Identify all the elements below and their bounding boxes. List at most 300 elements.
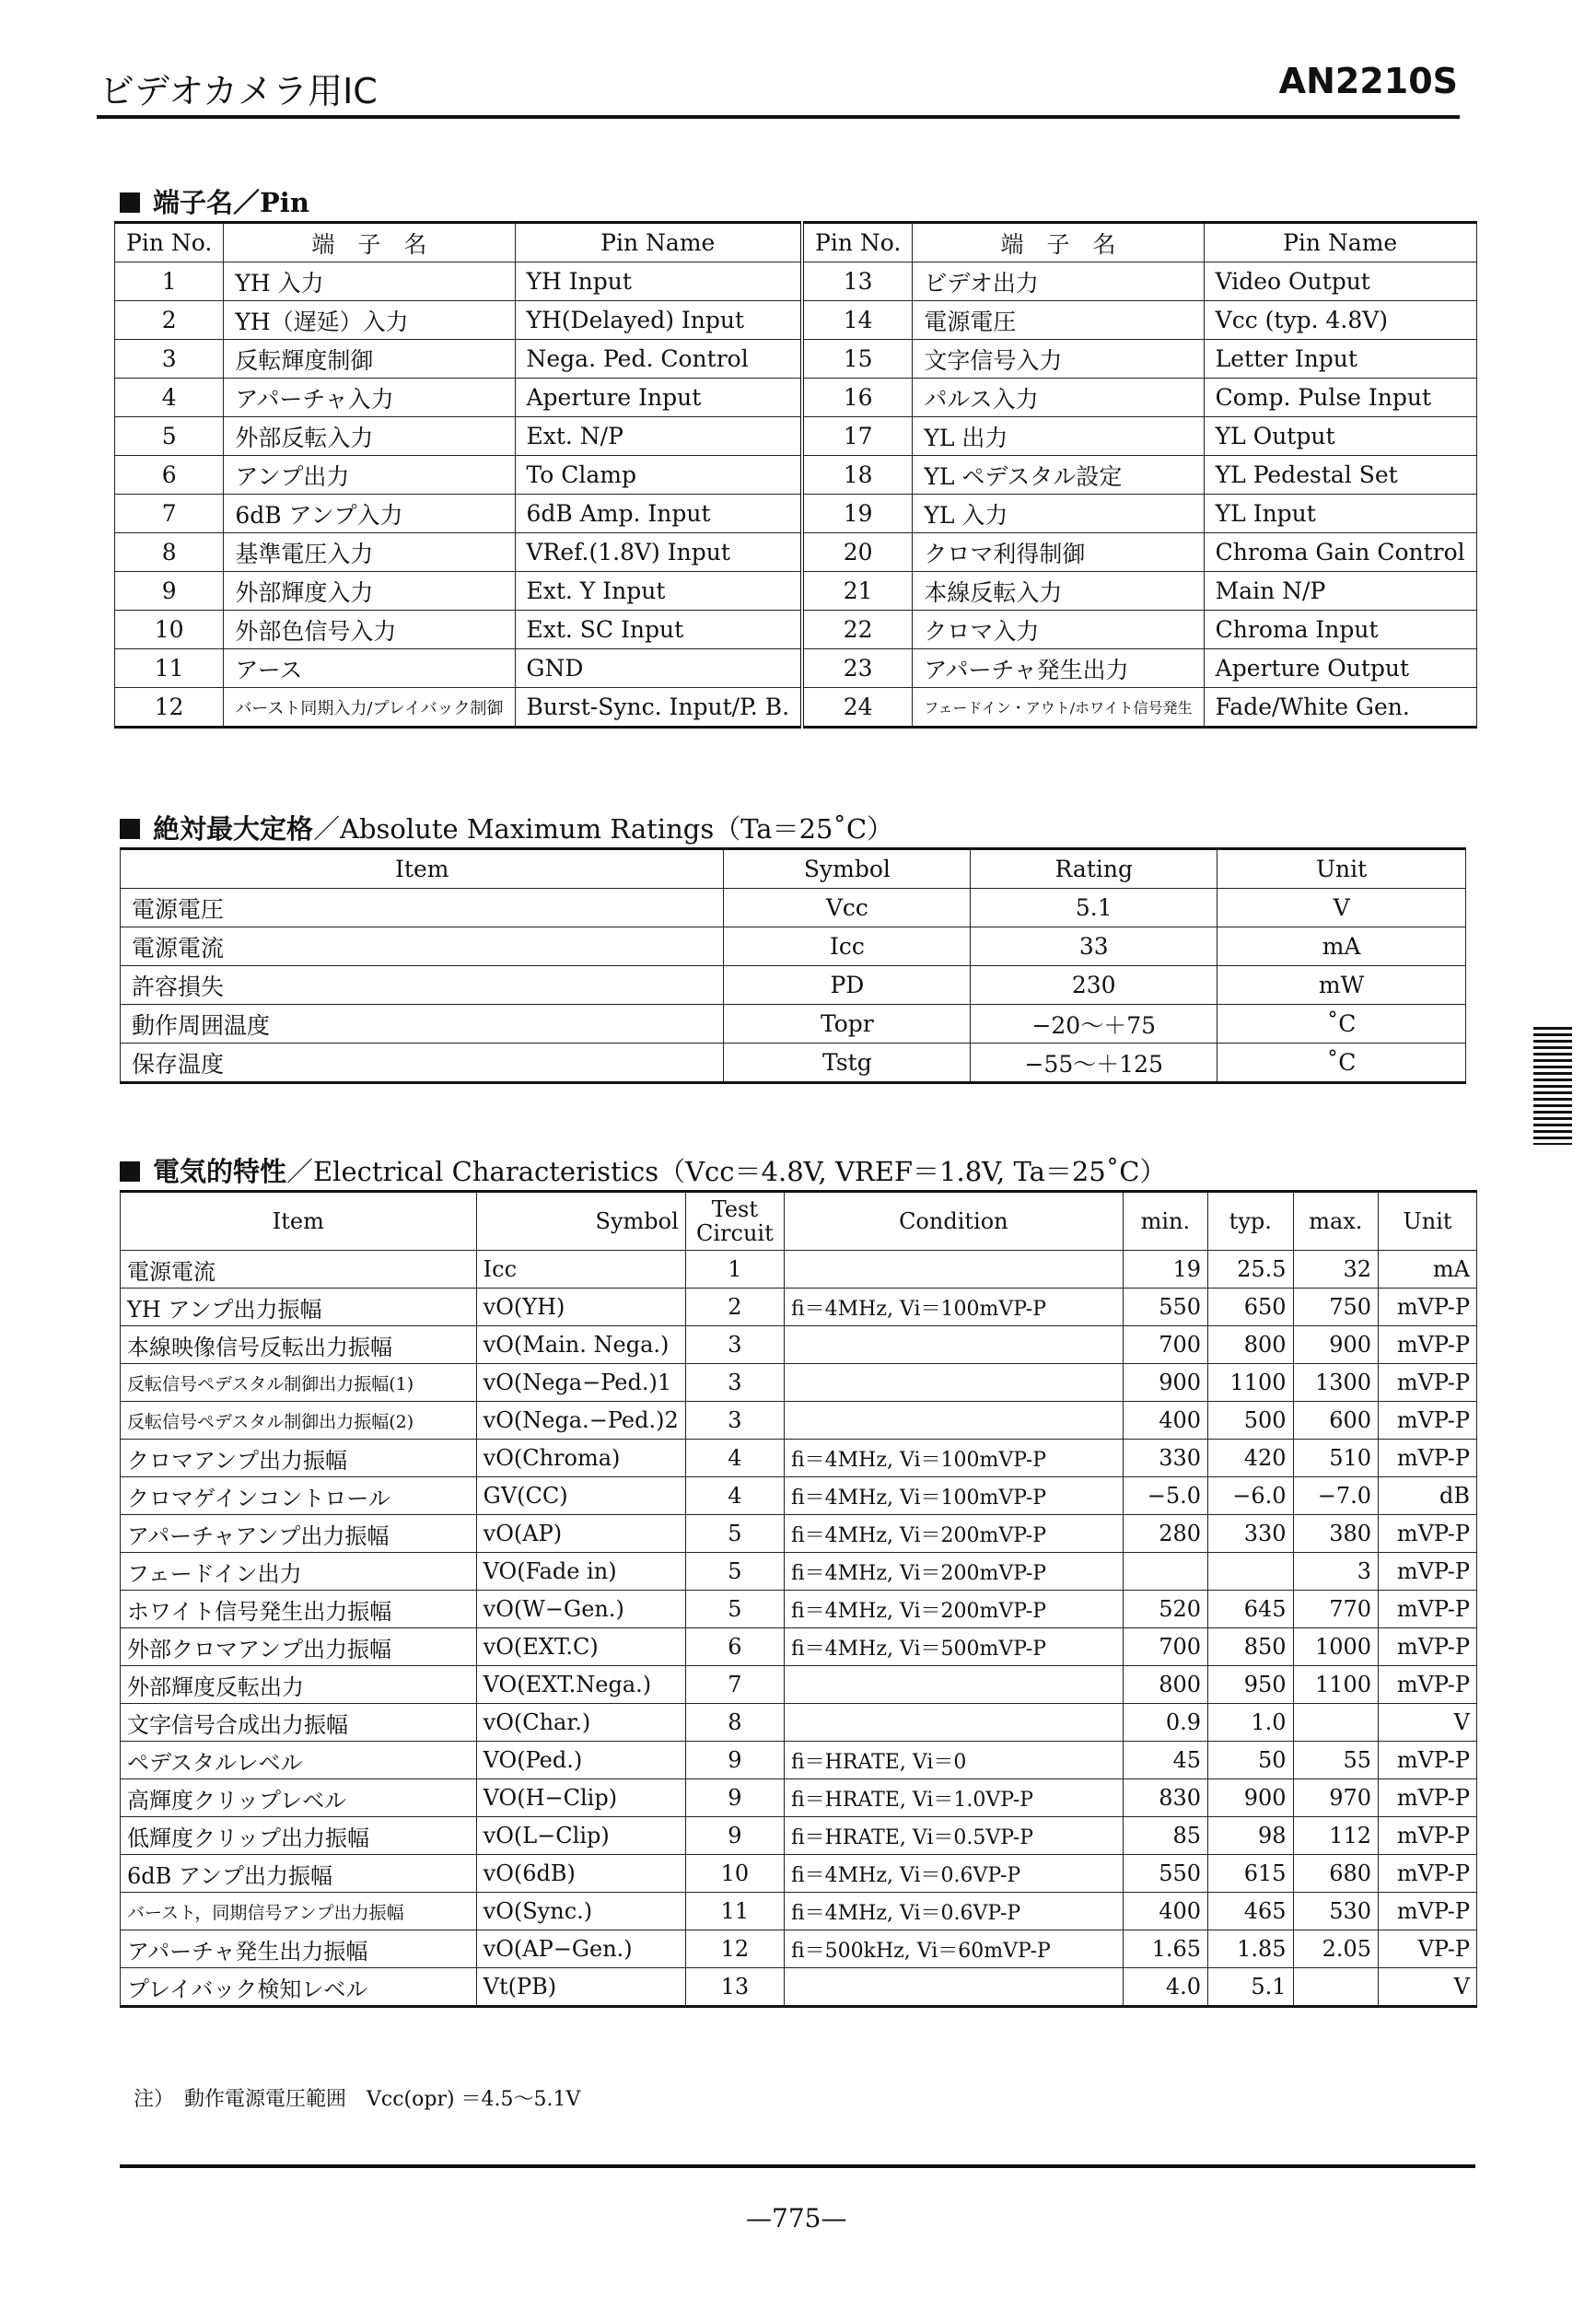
item-cell: 許容損失: [121, 966, 724, 1005]
ec-condition-cell: [784, 1704, 1123, 1742]
ec-symbol-cell: vO(Char.): [476, 1704, 685, 1742]
pin-jp-name: アンプ出力: [224, 456, 515, 495]
table-row: [121, 1251, 1477, 1289]
ec-item-cell: 文字信号合成出力振幅: [121, 1704, 477, 1742]
section-bullet-icon: [120, 1161, 140, 1182]
abs-section-title: [120, 809, 893, 846]
pin-en-name: Vcc (typ. 4.8V): [1204, 301, 1476, 340]
unit-cell: ˚C: [1217, 1044, 1466, 1083]
ec-max-cell: 770: [1293, 1591, 1379, 1628]
pin-en-name: Fade/White Gen.: [1204, 688, 1476, 728]
table-row: [115, 649, 1477, 688]
ec-typ-cell: 98: [1208, 1817, 1294, 1855]
ec-item-cell: 本線映像信号反転出力振幅: [121, 1326, 477, 1364]
ec-test-circuit-cell: 2: [685, 1289, 784, 1326]
symbol-cell: Icc: [724, 927, 971, 966]
ec-max-cell: 3: [1293, 1553, 1379, 1591]
unit-cell: ˚C: [1217, 1005, 1466, 1044]
pin-jp-name: ビデオ出力: [913, 262, 1204, 301]
table-row: [121, 1855, 1477, 1893]
pin-number: 23: [802, 649, 913, 688]
table-row: [115, 379, 1477, 417]
ec-typ-cell: 420: [1208, 1440, 1294, 1477]
min-header: min.: [1123, 1192, 1207, 1251]
ec-min-cell: 19: [1123, 1251, 1207, 1289]
pin-en-name: 6dB Amp. Input: [515, 495, 802, 533]
ec-item-cell: ホワイト信号発生出力振幅: [121, 1591, 477, 1628]
pin-number: 16: [802, 379, 913, 417]
pin-number: 10: [115, 611, 224, 649]
pin-jp-name: クロマ入力: [913, 611, 1204, 649]
ec-symbol-cell: VO(Ped.): [476, 1742, 685, 1779]
test-circuit-header: [685, 1192, 784, 1251]
ec-unit-cell: mVP-P: [1379, 1591, 1477, 1628]
ec-symbol-cell: VO(Fade in): [476, 1553, 685, 1591]
table-row: [121, 889, 1466, 927]
table-row: [121, 966, 1466, 1005]
pin-number: 2: [115, 301, 224, 340]
pin-en-name: Ext. N/P: [515, 417, 802, 456]
pin-number: 20: [802, 533, 913, 572]
ec-unit-cell: V: [1379, 1968, 1477, 2007]
ec-condition-cell: fi＝HRATE, Vi＝0: [784, 1742, 1123, 1779]
ec-test-circuit-cell: 10: [685, 1855, 784, 1893]
ec-unit-cell: mVP-P: [1379, 1779, 1477, 1817]
ec-symbol-cell: vO(YH): [476, 1289, 685, 1326]
ec-test-circuit-cell: 6: [685, 1628, 784, 1666]
ec-condition-cell: [784, 1364, 1123, 1402]
ec-test-circuit-cell: 5: [685, 1553, 784, 1591]
ec-item-cell: 外部クロマアンプ出力振幅: [121, 1628, 477, 1666]
part-number: AN2210S: [1278, 61, 1458, 101]
ec-symbol-cell: vO(AP−Gen.): [476, 1930, 685, 1968]
table-row: [121, 927, 1466, 966]
pin-jp-name: YL 出力: [913, 417, 1204, 456]
table-row: [121, 1515, 1477, 1553]
ec-max-cell: 1300: [1293, 1364, 1379, 1402]
pin-en-name: Main N/P: [1204, 572, 1476, 611]
rating-cell: 230: [971, 966, 1217, 1005]
ec-test-circuit-cell: 3: [685, 1402, 784, 1440]
pin-no-header: Pin No.: [115, 223, 224, 262]
pin-en-name: Video Output: [1204, 262, 1476, 301]
pin-jp-name: 外部反転入力: [224, 417, 515, 456]
absolute-ratings-table: [120, 847, 1466, 1084]
ec-typ-cell: 645: [1208, 1591, 1294, 1628]
ec-min-cell: 330: [1123, 1440, 1207, 1477]
ec-test-circuit-cell: 9: [685, 1817, 784, 1855]
ec-typ-cell: 500: [1208, 1402, 1294, 1440]
item-cell: 電源電圧: [121, 889, 724, 927]
pin-jp-name: パルス入力: [913, 379, 1204, 417]
pin-jp-name: 6dB アンプ入力: [224, 495, 515, 533]
ec-min-cell: 550: [1123, 1289, 1207, 1326]
table-row: [121, 1440, 1477, 1477]
ec-symbol-cell: Vt(PB): [476, 1968, 685, 2007]
table-row: [121, 1817, 1477, 1855]
ec-item-cell: 反転信号ペデスタル制御出力振幅(1): [121, 1364, 477, 1402]
table-row: [115, 688, 1477, 728]
ec-max-cell: 900: [1293, 1326, 1379, 1364]
ec-unit-cell: dB: [1379, 1477, 1477, 1515]
pin-number: 5: [115, 417, 224, 456]
pin-en-name: YL Pedestal Set: [1204, 456, 1476, 495]
ec-min-cell: 1.65: [1123, 1930, 1207, 1968]
pin-en-name: Aperture Output: [1204, 649, 1476, 688]
ec-condition-cell: fi＝4MHz, Vi＝200mVP-P: [784, 1591, 1123, 1628]
ec-min-cell: 400: [1123, 1893, 1207, 1930]
ec-symbol-cell: vO(6dB): [476, 1855, 685, 1893]
table-row: [121, 1704, 1477, 1742]
ec-max-cell: 970: [1293, 1779, 1379, 1817]
header-rule: [97, 115, 1460, 119]
table-row: [121, 1289, 1477, 1326]
symbol-header: Symbol: [724, 849, 971, 889]
ec-title-jp: 電気的特性: [153, 1156, 287, 1187]
pin-en-name: To Clamp: [515, 456, 802, 495]
rating-cell: −20～＋75: [971, 1005, 1217, 1044]
pin-number: 18: [802, 456, 913, 495]
ec-typ-cell: 5.1: [1208, 1968, 1294, 2007]
ec-condition-cell: fi＝4MHz, Vi＝100mVP-P: [784, 1289, 1123, 1326]
ec-item-cell: クロマアンプ出力振幅: [121, 1440, 477, 1477]
section-bullet-icon: [120, 819, 140, 839]
pin-name-header: Pin Name: [515, 223, 802, 262]
ec-max-cell: 680: [1293, 1855, 1379, 1893]
section-bullet-icon: [120, 192, 140, 213]
table-row: [121, 1402, 1477, 1440]
pin-jp-name: 本線反転入力: [913, 572, 1204, 611]
index-tab-marks: [1533, 1027, 1572, 1145]
table-row: [121, 1553, 1477, 1591]
ec-test-circuit-cell: 9: [685, 1779, 784, 1817]
ec-max-cell: 1000: [1293, 1628, 1379, 1666]
ec-unit-cell: mVP-P: [1379, 1440, 1477, 1477]
ec-typ-cell: 330: [1208, 1515, 1294, 1553]
footnote: 注） 動作電源電圧範囲 Vcc(opr) ＝4.5～5.1V: [134, 2088, 581, 2111]
ec-item-cell: 低輝度クリップ出力振幅: [121, 1817, 477, 1855]
table-row: [121, 1477, 1477, 1515]
ec-typ-cell: 25.5: [1208, 1251, 1294, 1289]
ec-item-cell: バースト，同期信号アンプ出力振幅: [121, 1893, 477, 1930]
ec-unit-cell: mVP-P: [1379, 1515, 1477, 1553]
pin-number: 22: [802, 611, 913, 649]
ec-typ-cell: 1100: [1208, 1364, 1294, 1402]
pin-number: 6: [115, 456, 224, 495]
pin-en-name: Chroma Input: [1204, 611, 1476, 649]
max-header: max.: [1293, 1192, 1379, 1251]
ec-min-cell: 400: [1123, 1402, 1207, 1440]
ec-typ-cell: 900: [1208, 1779, 1294, 1817]
ec-min-cell: 85: [1123, 1817, 1207, 1855]
table-row: [115, 340, 1477, 379]
pin-jp-name: YH（遅延）入力: [224, 301, 515, 340]
rating-cell: 33: [971, 927, 1217, 966]
ec-unit-cell: mVP-P: [1379, 1628, 1477, 1666]
abs-title-en: ／Absolute Maximum Ratings（Ta＝25˚C）: [313, 813, 894, 845]
ec-item-cell: プレイバック検知レベル: [121, 1968, 477, 2007]
pin-section-title: [120, 182, 309, 220]
ec-unit-cell: mVP-P: [1379, 1742, 1477, 1779]
pin-en-name: YH(Delayed) Input: [515, 301, 802, 340]
ec-min-cell: 4.0: [1123, 1968, 1207, 2007]
ec-typ-cell: 1.0: [1208, 1704, 1294, 1742]
ec-min-cell: 45: [1123, 1742, 1207, 1779]
ec-typ-cell: −6.0: [1208, 1477, 1294, 1515]
test-header-text: Test: [711, 1196, 759, 1222]
electrical-characteristics-table: [120, 1190, 1477, 2008]
ec-typ-cell: 850: [1208, 1628, 1294, 1666]
ec-test-circuit-cell: 4: [685, 1477, 784, 1515]
ec-condition-cell: fi＝4MHz, Vi＝100mVP-P: [784, 1477, 1123, 1515]
ec-condition-cell: [784, 1666, 1123, 1704]
jp-name-header: 端 子 名: [224, 223, 515, 262]
symbol-cell: Vcc: [724, 889, 971, 927]
ec-max-cell: −7.0: [1293, 1477, 1379, 1515]
ec-condition-cell: fi＝500kHz, Vi＝60mVP-P: [784, 1930, 1123, 1968]
pin-number: 4: [115, 379, 224, 417]
ec-max-cell: 510: [1293, 1440, 1379, 1477]
pin-en-name: Nega. Ped. Control: [515, 340, 802, 379]
pin-jp-name: クロマ利得制御: [913, 533, 1204, 572]
table-row: [121, 1968, 1477, 2007]
pin-number: 1: [115, 262, 224, 301]
ec-item-cell: 6dB アンプ出力振幅: [121, 1855, 477, 1893]
ec-symbol-cell: vO(W−Gen.): [476, 1591, 685, 1628]
ec-typ-cell: 465: [1208, 1893, 1294, 1930]
pin-jp-name: 文字信号入力: [913, 340, 1204, 379]
ec-max-cell: 32: [1293, 1251, 1379, 1289]
pin-jp-name: 電源電圧: [913, 301, 1204, 340]
pin-no-header: Pin No.: [802, 223, 913, 262]
footer-rule: [120, 2164, 1475, 2168]
ec-unit-cell: mVP-P: [1379, 1326, 1477, 1364]
ec-unit-cell: VP-P: [1379, 1930, 1477, 1968]
table-row: [121, 1930, 1477, 1968]
ec-unit-cell: mA: [1379, 1251, 1477, 1289]
table-row: [121, 1742, 1477, 1779]
symbol-cell: Tstg: [724, 1044, 971, 1083]
item-header: Item: [121, 1192, 477, 1251]
pin-number: 15: [802, 340, 913, 379]
ec-unit-cell: mVP-P: [1379, 1817, 1477, 1855]
ec-test-circuit-cell: 1: [685, 1251, 784, 1289]
table-row: [115, 456, 1477, 495]
ec-max-cell: 2.05: [1293, 1930, 1379, 1968]
ec-symbol-cell: vO(EXT.C): [476, 1628, 685, 1666]
ec-typ-cell: 800: [1208, 1326, 1294, 1364]
ec-symbol-cell: GV(CC): [476, 1477, 685, 1515]
ec-test-circuit-cell: 13: [685, 1968, 784, 2007]
pin-section-title-text: 端子名／Pin: [153, 187, 309, 218]
ec-test-circuit-cell: 8: [685, 1704, 784, 1742]
pin-jp-name: 反転輝度制御: [224, 340, 515, 379]
unit-cell: mW: [1217, 966, 1466, 1005]
ec-min-cell: 280: [1123, 1515, 1207, 1553]
table-row: [121, 1005, 1466, 1044]
table-row: [121, 1326, 1477, 1364]
ec-test-circuit-cell: 5: [685, 1515, 784, 1553]
table-row: [115, 495, 1477, 533]
ec-test-circuit-cell: 9: [685, 1742, 784, 1779]
pin-number: 11: [115, 649, 224, 688]
ec-symbol-cell: vO(Nega.−Ped.)2: [476, 1402, 685, 1440]
item-cell: 動作周囲温度: [121, 1005, 724, 1044]
table-row: [121, 1666, 1477, 1704]
pin-jp-name: バースト同期入力/プレイバック制御: [224, 688, 515, 728]
ec-condition-cell: [784, 1968, 1123, 2007]
ec-min-cell: 550: [1123, 1855, 1207, 1893]
condition-header: Condition: [784, 1192, 1123, 1251]
ec-max-cell: 600: [1293, 1402, 1379, 1440]
pin-number: 8: [115, 533, 224, 572]
ec-item-cell: フェードイン出力: [121, 1553, 477, 1591]
ec-item-cell: ペデスタルレベル: [121, 1742, 477, 1779]
ec-condition-cell: [784, 1326, 1123, 1364]
table-row: [115, 611, 1477, 649]
ec-item-cell: アパーチャアンプ出力振幅: [121, 1515, 477, 1553]
ec-typ-cell: 650: [1208, 1289, 1294, 1326]
pin-number: 19: [802, 495, 913, 533]
abs-title-jp: 絶対最大定格: [153, 813, 314, 845]
ec-unit-cell: mVP-P: [1379, 1553, 1477, 1591]
ec-symbol-cell: vO(Chroma): [476, 1440, 685, 1477]
ec-symbol-cell: vO(Nega−Ped.)1: [476, 1364, 685, 1402]
pin-en-name: Chroma Gain Control: [1204, 533, 1476, 572]
ec-item-cell: YH アンプ出力振幅: [121, 1289, 477, 1326]
pin-jp-name: 外部輝度入力: [224, 572, 515, 611]
table-row: [121, 1044, 1466, 1083]
ec-typ-cell: 615: [1208, 1855, 1294, 1893]
pin-jp-name: アパーチャ発生出力: [913, 649, 1204, 688]
page-number: —775—: [746, 2203, 847, 2233]
ec-condition-cell: fi＝4MHz, Vi＝200mVP-P: [784, 1515, 1123, 1553]
ec-test-circuit-cell: 12: [685, 1930, 784, 1968]
pin-en-name: Burst-Sync. Input/P. B.: [515, 688, 802, 728]
unit-cell: mA: [1217, 927, 1466, 966]
pin-en-name: GND: [515, 649, 802, 688]
rating-cell: 5.1: [971, 889, 1217, 927]
symbol-header: Symbol: [476, 1192, 685, 1251]
ec-test-circuit-cell: 5: [685, 1591, 784, 1628]
pin-en-name: Letter Input: [1204, 340, 1476, 379]
ec-condition-cell: fi＝4MHz, Vi＝200mVP-P: [784, 1553, 1123, 1591]
ec-max-cell: 530: [1293, 1893, 1379, 1930]
pin-en-name: YL Input: [1204, 495, 1476, 533]
table-row: [115, 533, 1477, 572]
ec-symbol-cell: VO(H−Clip): [476, 1779, 685, 1817]
ec-min-cell: 800: [1123, 1666, 1207, 1704]
ec-max-cell: 1100: [1293, 1666, 1379, 1704]
ec-item-cell: 電源電流: [121, 1251, 477, 1289]
ec-condition-cell: fi＝4MHz, Vi＝0.6VP-P: [784, 1855, 1123, 1893]
item-cell: 電源電流: [121, 927, 724, 966]
table-row: [121, 1779, 1477, 1817]
table-row: [115, 572, 1477, 611]
ec-min-cell: 520: [1123, 1591, 1207, 1628]
pin-number: 24: [802, 688, 913, 728]
pin-en-name: Ext. Y Input: [515, 572, 802, 611]
pin-name-header: Pin Name: [1204, 223, 1476, 262]
pin-jp-name: YH 入力: [224, 262, 515, 301]
ec-condition-cell: fi＝4MHz, Vi＝0.6VP-P: [784, 1893, 1123, 1930]
pin-en-name: Ext. SC Input: [515, 611, 802, 649]
circuit-header-text: Circuit: [696, 1220, 774, 1246]
ec-item-cell: 高輝度クリップレベル: [121, 1779, 477, 1817]
document-title: ビデオカメラ用IC: [99, 71, 378, 111]
table-row: [115, 417, 1477, 456]
ec-unit-cell: mVP-P: [1379, 1364, 1477, 1402]
ec-symbol-cell: Icc: [476, 1251, 685, 1289]
pin-number: 14: [802, 301, 913, 340]
ec-section-title: [120, 1151, 1166, 1189]
table-row: [121, 1628, 1477, 1666]
ec-condition-cell: [784, 1402, 1123, 1440]
table-row: [115, 301, 1477, 340]
pin-en-name: VRef.(1.8V) Input: [515, 533, 802, 572]
ec-test-circuit-cell: 3: [685, 1364, 784, 1402]
ec-unit-cell: mVP-P: [1379, 1893, 1477, 1930]
ec-unit-cell: mVP-P: [1379, 1855, 1477, 1893]
ec-unit-cell: mVP-P: [1379, 1289, 1477, 1326]
ec-max-cell: 750: [1293, 1289, 1379, 1326]
ec-symbol-cell: vO(Main. Nega.): [476, 1326, 685, 1364]
ec-min-cell: [1123, 1553, 1207, 1591]
ec-max-cell: 55: [1293, 1742, 1379, 1779]
ec-test-circuit-cell: 3: [685, 1326, 784, 1364]
item-cell: 保存温度: [121, 1044, 724, 1083]
pin-jp-name: アパーチャ入力: [224, 379, 515, 417]
pin-number: 9: [115, 572, 224, 611]
pin-jp-name: YL 入力: [913, 495, 1204, 533]
ec-symbol-cell: VO(EXT.Nega.): [476, 1666, 685, 1704]
symbol-cell: PD: [724, 966, 971, 1005]
ec-unit-cell: V: [1379, 1704, 1477, 1742]
ec-typ-cell: 50: [1208, 1742, 1294, 1779]
ec-item-cell: 外部輝度反転出力: [121, 1666, 477, 1704]
pin-jp-name: 外部色信号入力: [224, 611, 515, 649]
ec-min-cell: 700: [1123, 1628, 1207, 1666]
ec-max-cell: [1293, 1968, 1379, 2007]
ec-condition-cell: fi＝HRATE, Vi＝1.0VP-P: [784, 1779, 1123, 1817]
unit-header: Unit: [1217, 849, 1466, 889]
pin-number: 7: [115, 495, 224, 533]
pin-table: [114, 221, 1477, 729]
ec-unit-cell: mVP-P: [1379, 1402, 1477, 1440]
pin-number: 17: [802, 417, 913, 456]
table-row: [121, 1364, 1477, 1402]
ec-typ-cell: 950: [1208, 1666, 1294, 1704]
jp-name-header: 端 子 名: [913, 223, 1204, 262]
table-row: [115, 262, 1477, 301]
item-header: Item: [121, 849, 724, 889]
ec-item-cell: 反転信号ペデスタル制御出力振幅(2): [121, 1402, 477, 1440]
ec-typ-cell: 1.85: [1208, 1930, 1294, 1968]
rating-header: Rating: [971, 849, 1217, 889]
pin-number: 3: [115, 340, 224, 379]
ec-max-cell: 380: [1293, 1515, 1379, 1553]
pin-en-name: YL Output: [1204, 417, 1476, 456]
ec-test-circuit-cell: 7: [685, 1666, 784, 1704]
ec-typ-cell: [1208, 1553, 1294, 1591]
ec-condition-cell: [784, 1251, 1123, 1289]
ec-test-circuit-cell: 11: [685, 1893, 784, 1930]
ec-min-cell: 700: [1123, 1326, 1207, 1364]
table-row: [121, 1893, 1477, 1930]
ec-symbol-cell: vO(L−Clip): [476, 1817, 685, 1855]
ec-min-cell: −5.0: [1123, 1477, 1207, 1515]
ec-title-en: ／Electrical Characteristics（Vcc＝4.8V, VREF＝1.8V, Ta＝25˚C）: [286, 1156, 1167, 1187]
